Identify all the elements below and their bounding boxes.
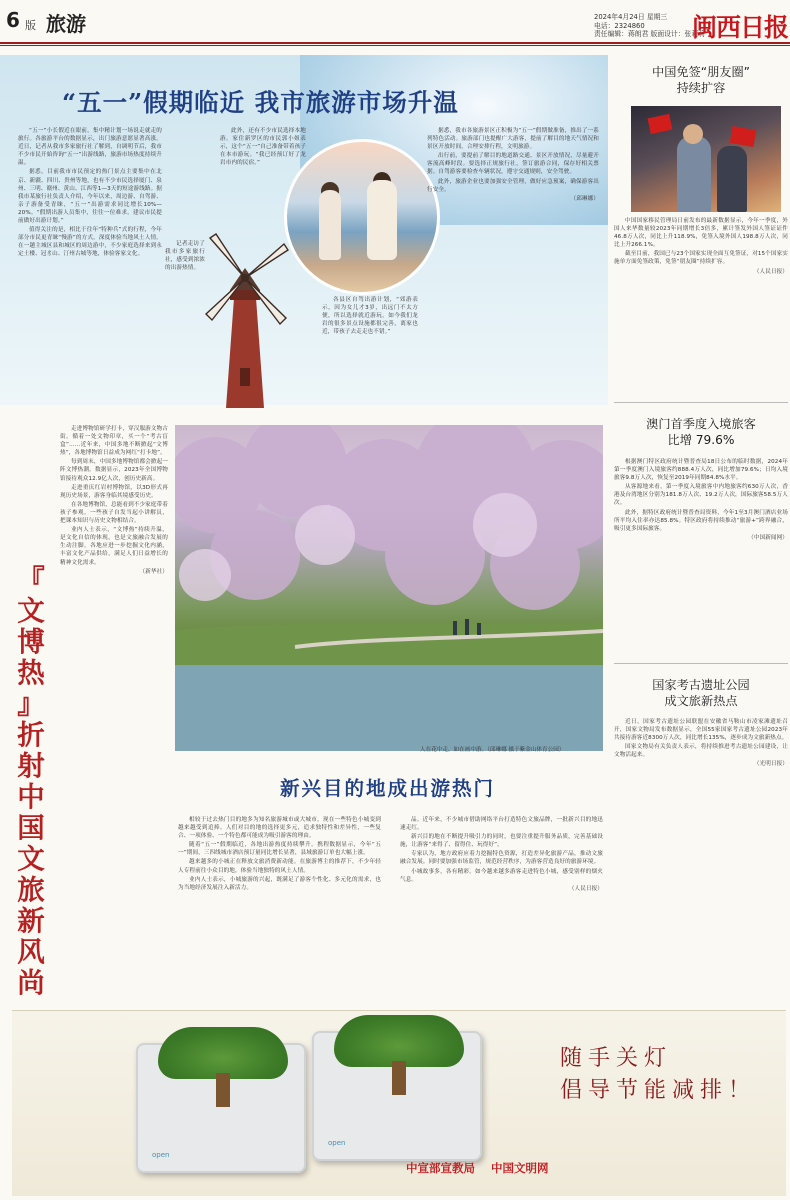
title-line: 澳门首季度入境旅客 (646, 417, 756, 431)
article2-vertical-title (12, 564, 50, 999)
paragraph: 品。近年来，不少城市借助网络平台打造特色文旅品牌，一批新兴目的地迅速走红。 (400, 817, 603, 832)
right2-body (614, 458, 788, 658)
paragraph: 值得关注的是，相比于往年“特种兵”式的行程，今年部分市民更青睐“慢游”的方式，深度体验当地风土人情。在一趟主城区县和城区的周边游中，不少家庭选择来到永定土楼、冠豸山、汀州古城等地，体验客家文化。 (18, 227, 162, 258)
article1-col5 (165, 240, 205, 400)
newspaper-logo: 闽西日报 (692, 13, 789, 42)
paragraph: 记者走访了我市多家旅行社，感受到浓浓的出游热情。 (165, 241, 205, 272)
title-line: 中国免签“朋友圈” (652, 65, 750, 79)
header-divider (0, 42, 790, 44)
right1-title (614, 64, 788, 96)
paragraph: 从客源地来看，第一季度入境旅客中内地旅客约630万人次，香港及台湾地区分别为181.8万人次、19.2万人次，国际旅客58.5万人次。 (614, 484, 788, 507)
header-date: 2024年4月24日 星期三 (594, 13, 668, 21)
vertical-title-char: 中 (17, 781, 45, 813)
vertical-title-char: 风 (17, 936, 45, 968)
photo-flower-park (175, 425, 603, 751)
tree-icon (158, 1027, 288, 1079)
header-meta (594, 13, 705, 39)
ad-sponsor: 中宣部宣教局 (406, 1161, 475, 1175)
right1-source: （人民日报） (753, 268, 788, 275)
vertical-title-char: 国 (17, 812, 45, 844)
article1-title: “五一”假期临近 我市旅游市场升温 (62, 88, 459, 117)
vertical-title-char: 』 (17, 688, 45, 720)
vertical-title-char: 文 (17, 843, 45, 875)
paragraph: 在各地博物馆，总能看到不少家庭带着孩子参观。一些孩子自发当起小讲解员，把课本知识与历史文物相结合。 (60, 501, 168, 525)
paragraph: 业内人士表示，“文博热”持续升温，是文化自信的体现，也是文旅融合发展的生动注脚。各地应进一步挖掘文化内涵，丰富文化产品供给，满足人们日益增长的精神文化需求。 (60, 527, 168, 566)
right3-body (614, 718, 788, 858)
title-line: 持续扩容 (676, 81, 726, 95)
slogan-line: 倡导节能减排！ (560, 1078, 757, 1103)
paragraph: 此外，还有不少市民选择本地游。家住新罗区的市民郭小姐表示，这个“五一”自己准备带着孩子在本市游玩。“我已经预订好了龙岩市内的民宿。” (220, 128, 306, 167)
vertical-title-char: 『 (17, 564, 45, 596)
right1-body (614, 217, 788, 385)
paragraph: 截至目前，我国已与23个国家实现全面互免签证，对15个国家实施单方面免签政策，免签“朋友圈”持续扩容。 (614, 251, 788, 266)
title-line: 比增 79.6% (667, 433, 735, 447)
right2-title (614, 416, 788, 448)
paragraph: 走进重庆红岩村博物馆，以3D形式再现历史场景，游客身临其境感受历史。 (60, 484, 168, 499)
vertical-title-char: 折 (17, 719, 45, 751)
paragraph: 根据澳门特区政府统计暨普查局18日公布的临时数据，2024年第一季度澳门入境旅客约888.4万人次，同比增加79.6%；日均入境旅客9.8万人次，恢复至2019年同期84.8%水平。 (614, 459, 788, 482)
article3-title: 新兴目的地成出游热门 (280, 777, 496, 800)
article1-col2 (220, 127, 306, 197)
header-editors: 责任编辑：蒋朗君 版面设计：张莉莉 (594, 30, 705, 39)
paragraph: 各县区自驾出游计划，“郊游表示，因为女儿才3岁，出远门不太方便，所以选择就近游玩。如今我们龙岩的很多景点设施都很完善，离家也近，带孩子去走走也不错。” (322, 297, 418, 336)
windmill-illustration (200, 228, 290, 408)
switch-open-label: open (152, 1151, 170, 1159)
switch-open-label: open (328, 1139, 346, 1147)
paragraph: 近日，国家考古遗址公园联盟在安徽省马鞍山市凌家滩遗址召开，国家文物局发布数据显示，全国55家国家考古遗址公园2023年共接待游客近8300万人次，同比增长135%，逐步成为文旅新热点。 (614, 719, 788, 742)
page-number: 6 (6, 8, 20, 32)
light-switch (136, 1043, 306, 1173)
paragraph: 小城故事多，各有精彩。如今越来越多游客走进特色小城，感受别样的烟火气息。 (400, 868, 603, 883)
right2-source: （中国新闻网） (748, 534, 788, 541)
paragraph: 此外，据特区政府统计暨普查局资料，今年1至3月澳门酒店业场所平均入住率亦达85.8%。特区政府将持续推动“旅游+”跨界融合，吸引更多国际旅客。 (614, 509, 788, 532)
vertical-title-char: 射 (17, 750, 45, 782)
ad-sponsor: 中国文明网 (491, 1161, 549, 1175)
header-divider-thin (0, 45, 790, 46)
section-title: 旅游 (46, 12, 86, 36)
article3-source: （人民日报） (568, 885, 603, 892)
paragraph: 相较于过去热门目的地多为知名旅游城市或大城市，现在一些特色小城变到越来越受到追捧。人们对目的地的选择更多元，追求独特性和差异性，一些复合、一项体验、一个特色都可能成为吸引游客的理由。 (178, 817, 381, 840)
vertical-title-char: 新 (17, 905, 45, 937)
paragraph: 业内人士表示，小城旅游的兴起，既满足了游客个性化、多元化的需求，也为当地经济发展注入新活力。 (178, 876, 381, 891)
photo-circle-girls (284, 139, 440, 295)
page-ban-label: 版 (25, 19, 36, 32)
ad-footer (400, 1160, 555, 1176)
photo-caption: 人在花中走，如在画中游。（邱琳娜 摄于紫金山体育公园） (420, 747, 565, 753)
paragraph: 随着“五一”假期临近，各地出游热度持续攀升。携程数据显示，今年“五一”期间，三四线城市酒店预订量同比增长显著，县域旅游订单也大幅上涨。 (178, 842, 381, 857)
paragraph: 越来越多的小城正在释放文旅消费新动能。在旅游博主的推荐下，不少年轻人专程前往小众目的地，体验当地独特的风土人情。 (178, 859, 381, 874)
paragraph: 据悉，我市各旅游景区正积极为“五一”假期做准备，推出了一系列特色活动。旅游部门也提醒广大游客，提前了解目的地天气情况和景区开放时间，合理安排行程，文明旅游。 (427, 128, 599, 151)
article1-col1 (18, 127, 162, 399)
vertical-title-char: 尚 (17, 967, 45, 999)
column-divider (614, 663, 788, 664)
paragraph: 新兴目的地在不断提升吸引力的同时，也要注重提升服务品质，完善基础设施，让游客“来得了、留得住、玩得好”。 (400, 834, 603, 849)
right3-source: （光明日报） (753, 761, 788, 768)
vertical-title-char: 文 (17, 595, 45, 627)
paragraph: “五一”小长假近在眼前，集中精计划一场说走就走的旅行。各旅游平台的数据显示，出门旅游意愿显著高涨。近日，记者从我市多家旅行社了解到，自调明节后，我市不少市民开始咨询“五一”出游线路，旅游市场热度持续升温。 (18, 128, 162, 167)
article1-source: （邱琳娜） (570, 195, 599, 202)
paragraph: 据悉，目前我市市民预定的热门景点主要集中在北京、新疆、四川、贵州等地，也有不少市民选择厦门、泉州、三明、赣州、黄山、江西等1—3天的短途游线路。据我市某旅行社负责人介绍，今年以来，周边游、自驾游、亲子游备受青睐，“五一”出游需求同比增长10%—20%。“假期出游人员集中，往往一位难求，建议市民提前做好出游计划。” (18, 169, 162, 225)
vertical-title-char: 博 (17, 626, 45, 658)
vertical-title-char: 旅 (17, 874, 45, 906)
slogan-line: 随手关灯 (560, 1046, 673, 1071)
column-divider (614, 402, 788, 403)
light-switch (312, 1031, 482, 1161)
right3-title (614, 677, 788, 709)
paragraph: 专家认为，地方政府应着力挖掘特色资源，打造差异化旅游产品，推动文旅融合发展。同时要加强市场监管，规范经营秩序，为游客营造良好的旅游环境。 (400, 851, 603, 866)
title-line: 成文旅新热点 (664, 694, 738, 708)
vertical-title-char: 热 (17, 657, 45, 689)
paragraph: 国家文物局有关负责人表示，将持续推进考古遗址公园建设，让文物活起来。 (614, 744, 788, 759)
header-phone: 电话：2324860 (594, 21, 645, 30)
paragraph: 中国国家移民管理局日前发布的最新数据显示，今年一季度，外国人来华数量较2023年同期增长3倍多，累计签发外国人签证证件46.8万人次，同比上升118.9%，免签入境外国人198.8万人次，同比上升266.1%。 (614, 218, 788, 249)
paragraph: 走进博物馆研学打卡，穿汉服游文物古街，循着一处文物印章，买一个“考古盲盒”……近年来，中国多地不断掀起“文博热”，各地博物馆日益成为网红“打卡地”。 (60, 426, 168, 457)
paragraph: 出行前，要提前了解目的地道路交通、景区开放情况，尽量避开客流高峰时段。要选择正规旅行社，签订旅游合同，保存好相关票据。自驾游客要检查车辆状况，遵守交通规则，安全驾驶。 (427, 153, 599, 176)
article1-col3 (427, 127, 599, 389)
ad-slogan (560, 1043, 756, 1107)
tree-icon (334, 1015, 464, 1067)
article2-source: （新华社） (139, 568, 168, 575)
photo-tourists-flags (631, 106, 781, 212)
title-line: 国家考古遗址公园 (652, 678, 750, 692)
park-scene (175, 425, 603, 751)
article1-col4 (322, 296, 418, 400)
paragraph: 每到周末，中国多地博物馆都会掀起一阵文博热潮。数据显示，2023年全国博物馆接待观众12.9亿人次，创历史新高。 (60, 459, 168, 482)
paragraph: 此外，旅游企业也要加强安全管理，做好应急预案，确保游客出行安全。 (427, 178, 599, 193)
